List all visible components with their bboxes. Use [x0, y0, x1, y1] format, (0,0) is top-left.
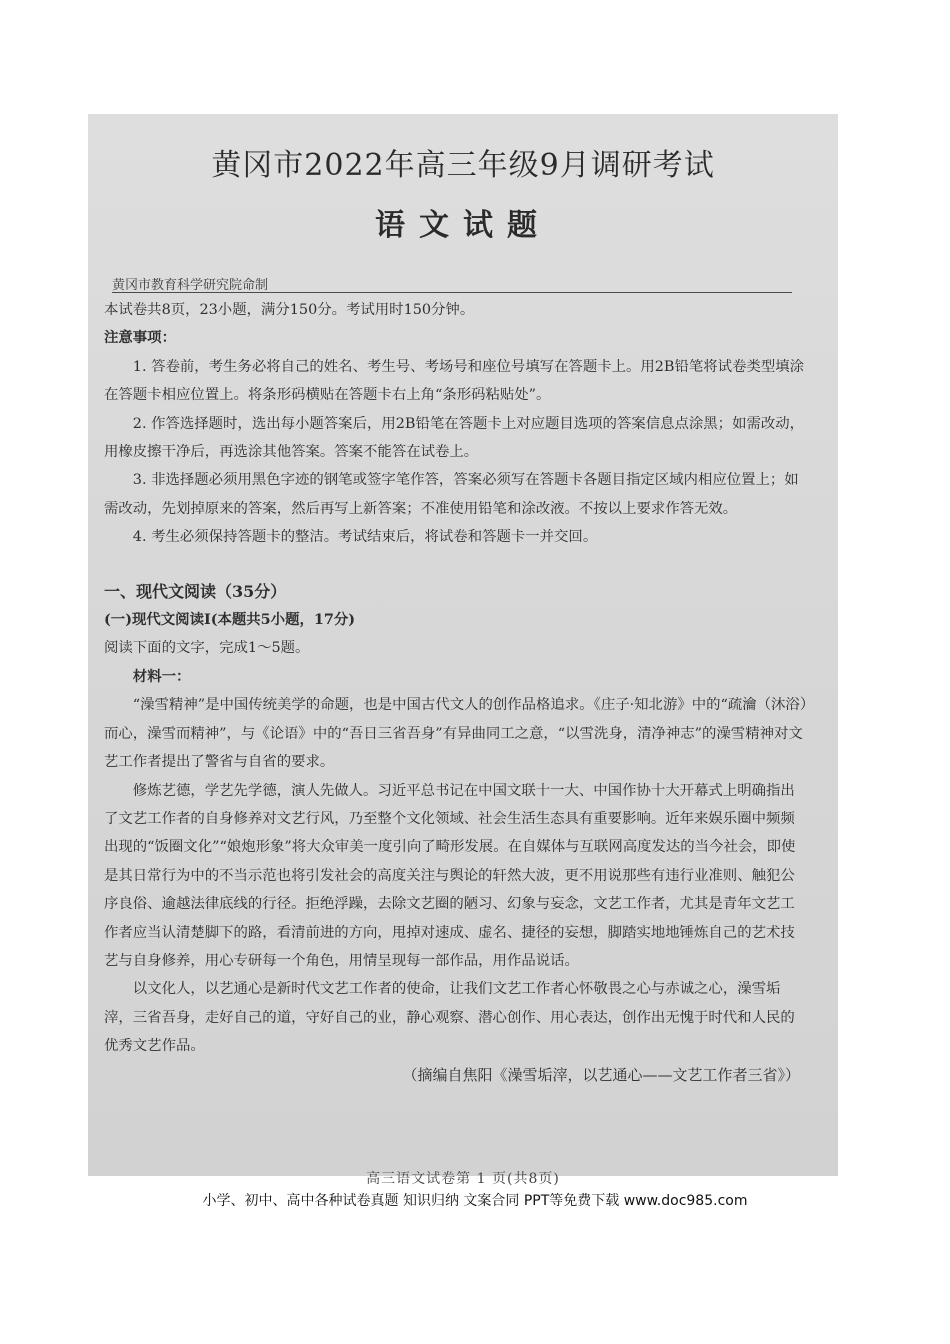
material-label: 材料一：: [132, 667, 191, 685]
material-paragraph: 以文化人，以艺通心是新时代文艺工作者的使命，让我们文艺工作者心怀敬畏之心与赤诚之心，澡雪垢滓，三省吾身，走好自己的道，守好自己的业，静心观察、潜心创作、用心表达，创作出无愧于时代和人民的优秀文艺作品。: [104, 981, 795, 1055]
issuing-organization: 黄冈市教育科学研究院命制: [112, 278, 269, 293]
notice-heading: 注意事项：: [104, 329, 176, 347]
notice-item-4: 4. 考生必须保持答题卡的整洁。考试结束后，将试卷和答题卡一并交回。: [132, 529, 598, 546]
subsection-heading: (一)现代文阅读Ⅰ(本题共5小题，17分): [104, 611, 356, 629]
exam-title: 黄冈市2022年高三年级9月调研考试: [211, 148, 715, 183]
reading-instruction: 阅读下面的文字，完成1～5题。: [104, 640, 310, 657]
exam-intro: 本试卷共8页，23小题，满分150分。考试用时150分钟。: [104, 302, 475, 318]
material-source: （摘编自焦阳《澡雪垢滓，以艺通心——文艺工作者三省》）: [402, 1065, 800, 1084]
header-divider: [112, 292, 792, 293]
page-number-footer: 高三语文试卷第 1 页(共8页): [366, 1171, 560, 1187]
section-heading: 一、现代文阅读（35分）: [104, 581, 287, 601]
subject-title: 语文试题: [375, 208, 551, 243]
notice-item-2: 2. 作答选择题时，选出每小题答案后，用2B铅笔在答题卡上对应题目选项的答案信息点涂黑；如需改动，用橡皮擦干净后，再选涂其他答案。答案不能答在试卷上。: [104, 415, 805, 461]
site-footer: 小学、初中、高中各种试卷真题 知识归纳 文案合同 PPT等免费下载 www.doc985.com: [202, 1193, 748, 1209]
material-paragraph: “澡雪精神”是中国传统美学的命题，也是中国古代文人的创作品格追求。《庄子·知北游》中的“疏瀹（沐浴）而心，澡雪而精神”，与《论语》中的“吾日三省吾身”有异曲同工之意，“以雪洗身，清净神志”的澡雪精神对文艺工作者提出了警省与自省的要求。: [104, 697, 808, 771]
notice-item-1: 1. 答卷前，考生务必将自己的姓名、考生号、考场号和座位号填写在答题卡上。用2B铅笔将试卷类型填涂在答题卡相应位置上。将条形码横贴在答题卡右上角“条形码粘贴处”。: [104, 358, 805, 404]
exam-paper-photo: [88, 114, 838, 1187]
notice-item-3: 3. 非选择题必须用黑色字迹的钢笔或签字笔作答，答案必须写在答题卡各题目指定区域内相应位置上；如需改动，先划掉原来的答案，然后再写上新答案；不准使用铅笔和涂改液。不按以上要求作答无效。: [104, 472, 799, 517]
material-paragraph: 修炼艺德，学艺先学德，演人先做人。习近平总书记在中国文联十一大、中国作协十大开幕式上明确指出了文艺工作者的自身修养对文艺行风，乃至整个文化领域、社会生活生态具有重要影响。近年来娱乐圈中频频出现的“饭圈文化”“娘炮形象”将大众审美一度引向了畸形发展。在自媒体与互联网高度发达的当今社会，即使是其日常行为中的不当示范也将引发社会的高度关注与舆论的轩然大波，更不用说那些有违行业准则、触犯公序良俗、逾越法律底线的行径。拒绝浮躁，去除文艺圈的陋习、幻象与妄念，文艺工作者，尤其是青年文艺工作者应当认清楚脚下的路，看清前进的方向，甩掉对速成、虚名、捷径的妄想，脚踏实地地锤炼自己的艺术技艺与自身修养，用心专研每一个角色，用情呈现每一部作品，用作品说话。: [104, 782, 796, 969]
paper-body: [104, 296, 808, 1089]
